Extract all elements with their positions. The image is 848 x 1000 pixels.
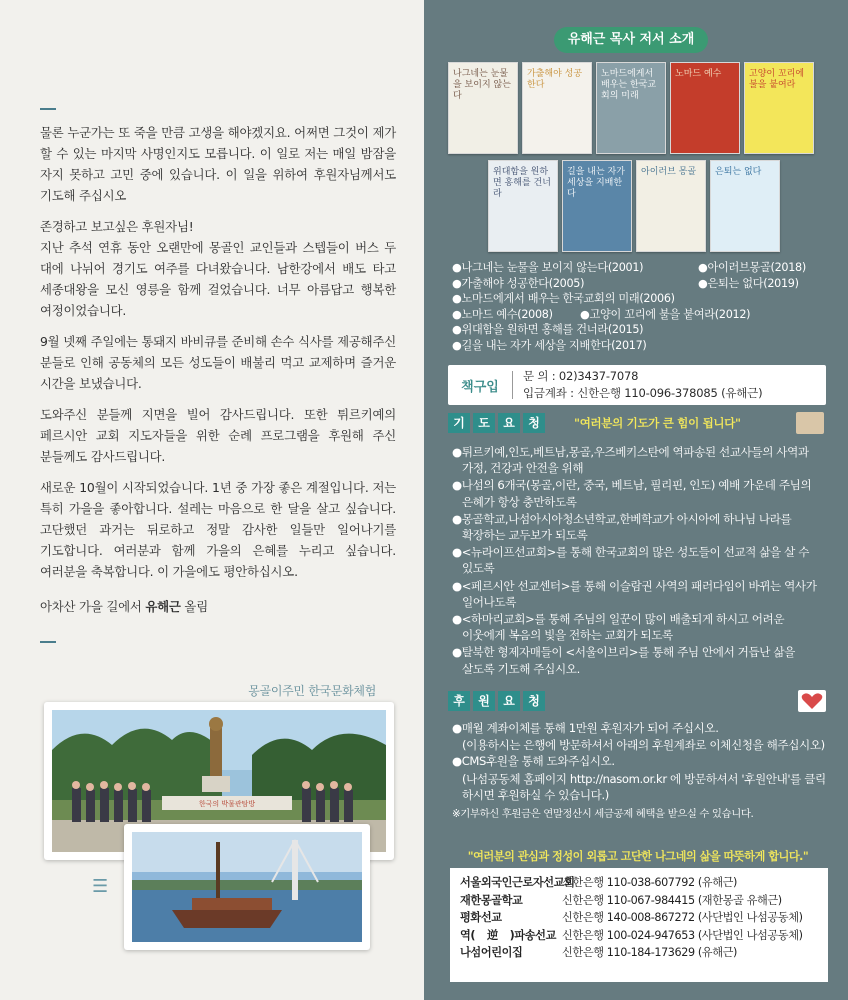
book-cover-2[interactable] [522, 62, 592, 154]
right-page [424, 0, 848, 1000]
account-row: 역(逆)파송선교 신한은행 100-024-947653 (사단법인 나섬공동체) [460, 928, 803, 942]
prayer-item: ●<뉴라이프선교회>를 통해 한국교회의 많은 성도들이 선교적 삶을 살 수 있도록 [452, 545, 810, 576]
book-list-row: ●노마드에게서 배우는 한국교회의 미래(2006) [452, 292, 675, 305]
support-banner: "여러분의 관심과 정성이 외롭고 고단한 나그네의 삶을 따뜻하게 합니다." [467, 850, 809, 863]
book-cover-8[interactable] [636, 160, 706, 252]
book-cover-9[interactable] [710, 160, 780, 252]
prayer-item: ●튀르키예,인도,베트남,몽골,우즈베키스탄에 역파송된 선교사들의 사역과 가정, 건강과 안전을 위해 [452, 445, 809, 476]
letter-signature: 아차산 가을 길에서 유해근 올림 [40, 599, 208, 614]
book-title: 가출해야 성공한다 [527, 69, 583, 90]
book-list [452, 260, 832, 353]
account-row: 서울외국인근로자선교회 신한은행 110-038-607792 (유해근) [460, 876, 737, 889]
buy-info [523, 368, 762, 402]
book-title: 위대함을 원하면 홍해를 건너라 [493, 167, 551, 199]
book-title: 나그네는 눈물을 보이지 않는다 [453, 69, 511, 101]
letter-body [40, 122, 396, 627]
prayer-item: ●<페르시안 선교센터>를 통해 이슬람권 사역의 패러다임이 바뀌는 역사가 일어나도록 [452, 578, 817, 609]
buy-phone: 문 의 : 02)3437-7078 [523, 369, 639, 383]
book-title: 은퇴는 없다 [715, 167, 762, 177]
prayer-list [452, 444, 830, 678]
support-item-detail: (이용하시는 은행에 방문하셔서 아래의 후원계좌로 이체신청을 해주십시오) [462, 738, 825, 753]
donation-accounts [450, 868, 828, 982]
book-cover-5[interactable] [744, 62, 814, 154]
prayer-item: ●나섬의 6개국(몽골,이란, 중국, 베트남, 필리핀, 인도) 예배 가운데 주님의 은혜가 항상 충만하도록 [452, 478, 812, 509]
buy-divider [512, 371, 513, 399]
letter-paragraph: 물론 누군가는 또 죽을 만큼 고생을 해야겠지요. 어쩌면 그것이 제가 할 수 있는 마지막 사명인지도 모릅니다. 이 일로 저는 매일 밤잠을 자지 못하고 고민 중에 있습니다. 이 일을 위하여 후원자님께서도 기도해 주십시오 [40, 125, 396, 203]
book-cover-4[interactable] [670, 62, 740, 154]
letter-paragraph: 새로운 10월이 시작되었습니다. 1년 중 가장 좋은 계절입니다. 저는 특히 가을을 좋아합니다. 설레는 마음으로 한 달을 살고 싶습니다. 고단했던 과거는 뒤로하고 정말 감사한 일들만 일어나기를 기도합니다. 여러분과 함께 가을의 은혜를 누리고 싶습니다. 여러분을 축복합니다. 이 가을에도 평안하십시오. [40, 480, 396, 579]
buy-account: 입금계좌 : 신한은행 110-096-378085 (유해근) [523, 386, 763, 400]
letter-paragraph: 지난 추석 연휴 동안 오랜만에 몽골인 교인들과 스텝들이 버스 두 대에 나뉘어 경기도 여주를 다녀왔습니다. 남한강에서 배도 타고 세종대왕을 모신 영릉을 함께 걸었습니다. 너무 아름답고 행복한 여정이었습니다. [40, 240, 396, 318]
support-heading: 후 원 요 청 [448, 691, 548, 711]
support-item: ●매월 계좌이체를 통해 1만원 후원자가 되어 주십시오. [452, 721, 719, 735]
prayer-item: ●<하마리교회>를 통해 주님의 일꾼이 많이 배출되게 하시고 어려운 이웃에게 복음의 빛을 전하는 교회가 되도록 [452, 612, 785, 643]
prayer-quote: "여러분의 기도가 큰 힘이 됩니다" [574, 416, 741, 430]
boat-photo-image [132, 832, 362, 942]
book-list-row: ●나그네는 눈물을 보이지 않는다(2001) ●아이러브몽골(2018) [452, 261, 806, 274]
letter-paragraph: 도와주신 분들께 지면을 빌어 감사드립니다. 또한 튀르키예의 페르시안 교회 지도자들을 위한 순례 프로그램을 후원해 주신 분들께도 감사드립니다. [40, 407, 396, 464]
book-title: 아이러브 몽골 [641, 167, 697, 177]
book-list-row: ●위대함을 원하면 홍해를 건너라(2015) [452, 323, 644, 336]
book-list-row: ●길을 내는 자가 세상을 지배한다(2017) [452, 338, 647, 352]
boat-photo [124, 824, 370, 950]
book-title: 길을 내는 자가 세상을 지배한다 [567, 167, 625, 199]
letter-greeting: 존경하고 보고싶은 후원자님! [40, 219, 194, 234]
account-row: 재한몽골학교 신한은행 110-067-984415 (재한몽골 유해근) [460, 893, 782, 907]
menu-lines-icon: ☰ [92, 876, 109, 897]
books-title: 유해근 목사 저서 소개 [554, 27, 708, 53]
top-dash [40, 108, 56, 110]
book-cover-6[interactable] [488, 160, 558, 252]
support-item-detail: (나섬공동체 홈페이지 http://nasom.or.kr 에 방문하셔서 '후원안내'를 클릭하시면 후원하실 수 있습니다.) [462, 771, 826, 802]
book-purchase-box [448, 365, 826, 405]
support-item: ●CMS후원을 통해 도와주십시오. [452, 754, 615, 769]
praying-hands-icon [796, 412, 824, 434]
book-covers [424, 0, 848, 260]
book-title: 노마드에게서 배우는 한국교회의 미래 [601, 69, 657, 101]
book-title: 노마드 예수 [675, 69, 722, 79]
bottom-dash [40, 641, 56, 643]
book-cover-1[interactable] [448, 62, 518, 154]
account-row: 나섬어린이집 신한은행 110-184-173629 (유해근) [460, 946, 737, 960]
group-banner-text: 한국의 박물관탐방 [198, 800, 256, 808]
heart-icon [798, 690, 826, 712]
prayer-item: ●몽골학교,나섬아시아청소년학교,한베학교가 아시아에 하나님 나라를 확장하는 교두보가 되도록 [452, 511, 792, 543]
book-list-row: ●가출해야 성공한다(2005) ●은퇴는 없다(2019) [452, 276, 799, 290]
book-cover-3[interactable] [596, 62, 666, 154]
book-title: 고양이 꼬리에 불을 붙여라 [749, 69, 805, 90]
account-row: 평화선교 신한은행 140-008-867272 (사단법인 나섬공동체) [460, 911, 803, 925]
tax-note: ※기부하신 후원금은 연말정산시 세금공제 혜택을 받으실 수 있습니다. [452, 808, 754, 821]
buy-label: 책구입 [461, 379, 499, 395]
prayer-heading: 기 도 요 청 "여러분의 기도가 큰 힘이 됩니다" [448, 413, 741, 433]
letter-paragraph: 9월 넷째 주일에는 통돼지 바비큐를 준비해 손수 식사를 제공해주신 분들로 인해 공동체의 모든 성도들이 배불리 먹고 교제하며 즐거운 시간을 보냈습니다. [40, 334, 396, 391]
support-list [452, 720, 830, 822]
photo-caption: 몽골이주민 한국문화체험 [248, 684, 376, 698]
book-list-row: ●노마드 예수(2008) ●고양이 꼬리에 불을 붙여라(2012) [452, 307, 751, 321]
prayer-item: ●탈북한 형제자매들이 <서울이브리>를 통해 주님 안에서 거듭난 삶을 살도록 기도해 주십시오. [452, 645, 795, 676]
book-cover-7[interactable] [562, 160, 632, 252]
